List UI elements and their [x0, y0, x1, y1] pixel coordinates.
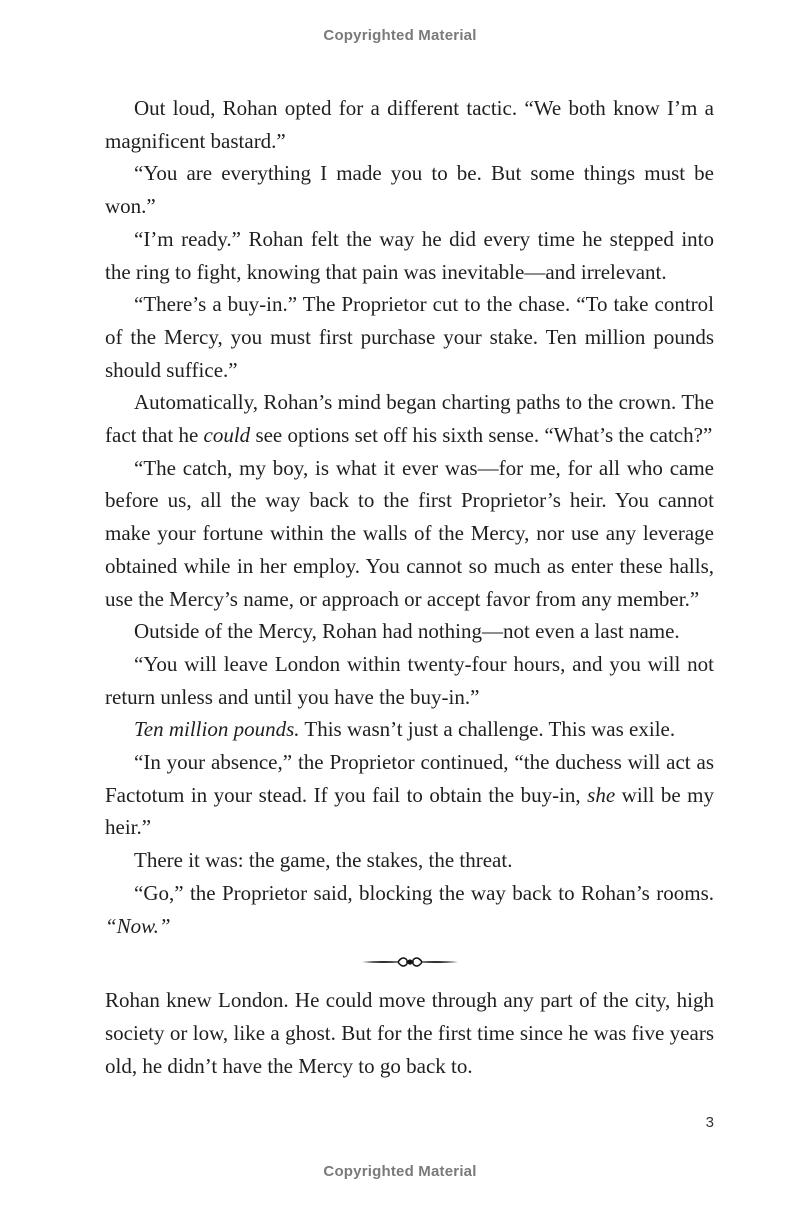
italic-text: Ten million pounds.	[134, 717, 300, 742]
italic-text: she	[587, 782, 616, 807]
paragraph: “In your absence,” the Proprietor continued, “the duchess will act as Factotum in your stead. If you fail to obtain the buy-in, she will be my heir.”	[105, 750, 715, 840]
paragraph: There it was: the game, the stakes, the threat.	[134, 848, 513, 873]
page-number: 3	[705, 1114, 714, 1131]
paragraph: Rohan knew London. He could move through any part of the city, high society or low, like a ghost. But for the first time since he was five years old, he didn’t have the Mercy to go back to.	[105, 988, 714, 1078]
scroll-ornament-icon	[362, 954, 458, 970]
paragraph: “The catch, my boy, is what it ever was—for me, for all who came before us, all the way back to the first Proprietor’s heir. You cannot make your fortune within the walls of the Mercy, nor use any leverage obtained while in her employ. You cannot so much as enter these halls, use the Mercy’s name, or approach or accept favor from any member.”	[105, 455, 714, 611]
section-break-ornament	[105, 944, 714, 984]
paragraph: Out loud, Rohan opted for a different tactic. “We both know I’m a magnificent bastard.”	[105, 96, 714, 153]
page-body	[105, 92, 714, 1082]
paragraph: “You will leave London within twenty-four hours, and you will not return unless and until you have the buy-in.”	[105, 651, 714, 709]
paragraph: Automatically, Rohan’s mind began charting paths to the crown. The fact that he could see options set off his sixth sense. “What’s the catch?”	[105, 390, 714, 448]
paragraph: Outside of the Mercy, Rohan had nothing—not even a last name.	[134, 619, 680, 644]
paragraph: “You are everything I made you to be. But some things must be won.”	[105, 161, 714, 219]
paragraph: “I’m ready.” Rohan felt the way he did every time he stepped into the ring to fight, knowing that pain was inevitable—and irrelevant.	[105, 226, 714, 284]
paragraph: Ten million pounds. This wasn’t just a challenge. This was exile.	[134, 717, 676, 742]
italic-text: could	[203, 423, 251, 448]
italic-text: “Now.”	[105, 913, 171, 938]
copyright-watermark-bottom: Copyrighted Material	[323, 1163, 477, 1180]
copyright-watermark-top: Copyrighted Material	[323, 27, 477, 44]
paragraph: “Go,” the Proprietor said, blocking the way back to Rohan’s rooms. “Now.”	[105, 880, 714, 938]
paragraph: “There’s a buy-in.” The Proprietor cut to the chase. “To take control of the Mercy, you must first purchase your stake. Ten million pounds should suffice.”	[105, 292, 714, 382]
